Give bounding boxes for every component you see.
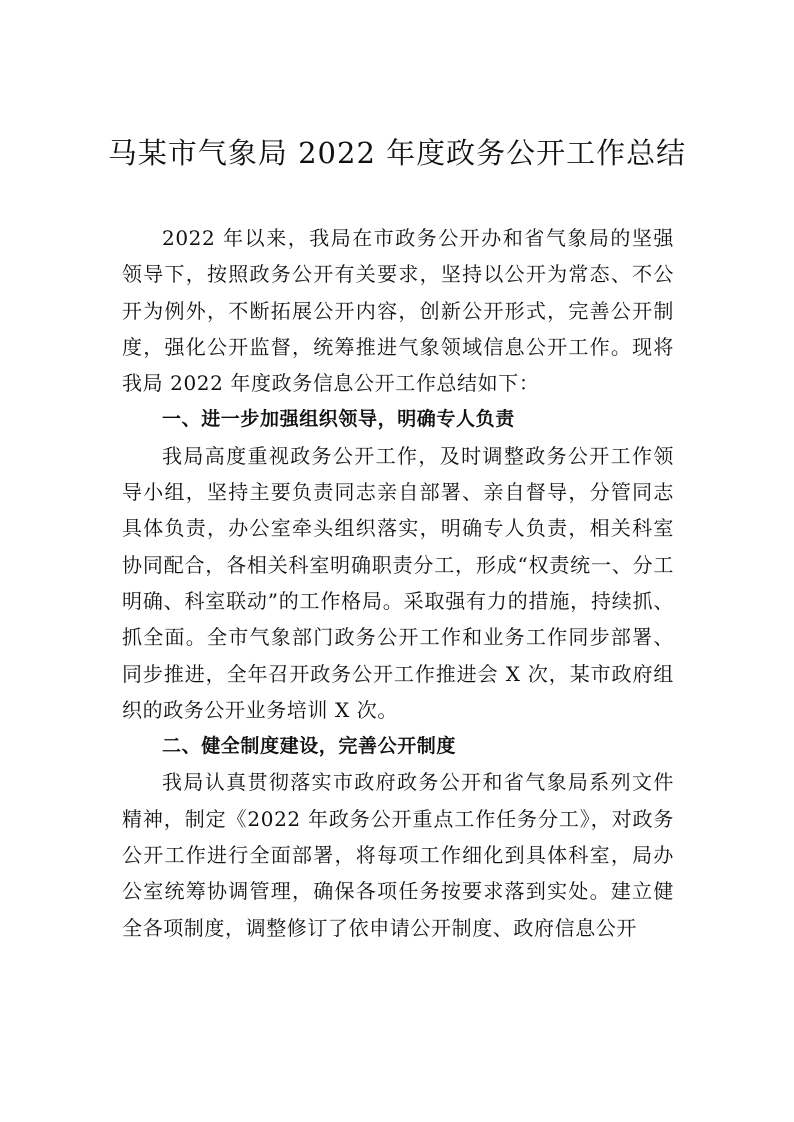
document-title: 马某市气象局 2022 年度政务公开工作总结 [107, 136, 687, 170]
section-1-heading: 一、进一步加强组织领导，明确专人负责 [162, 408, 515, 431]
section-2-heading: 二、健全制度建设，完善公开制度 [162, 735, 457, 758]
section-2-paragraph: 我局认真贯彻落实市政府政务公开和省气象局系列文件精神，制定《2022 年政务公开重点工作任务分工》，对政务公开工作进行全面部署，将每项工作细化到具体科室，局办公室统筹协调管理，确保各项任务按要求落到实处。建立健全各项制度，调整修订了依申请公开制度、政府信息公开 [122, 770, 674, 940]
document-body [122, 220, 674, 946]
intro-paragraph: 2022 年以来，我局在市政务公开办和省气象局的坚强领导下，按照政务公开有关要求，坚持以公开为常态、不公开为例外，不断拓展公开内容，创新公开形式，完善公开制度，强化公开监督，统筹推进气象领域信息公开工作。现将我局 2022 年度政务信息公开工作总结如下： [122, 226, 674, 396]
section-1-paragraph: 我局高度重视政务公开工作，及时调整政务公开工作领导小组，坚持主要负责同志亲自部署、亲自督导，分管同志具体负责，办公室牵头组织落实，明确专人负责，相关科室协同配合，各相关科室明确职责分工，形成“权责统一、分工明确、科室联动”的工作格局。采取强有力的措施，持续抓、抓全面。全市气象部门政务公开工作和业务工作同步部署、同步推进，全年召开政务公开工作推进会 X 次，某市政府组织的政务公开业务培训 X 次。 [122, 443, 674, 722]
